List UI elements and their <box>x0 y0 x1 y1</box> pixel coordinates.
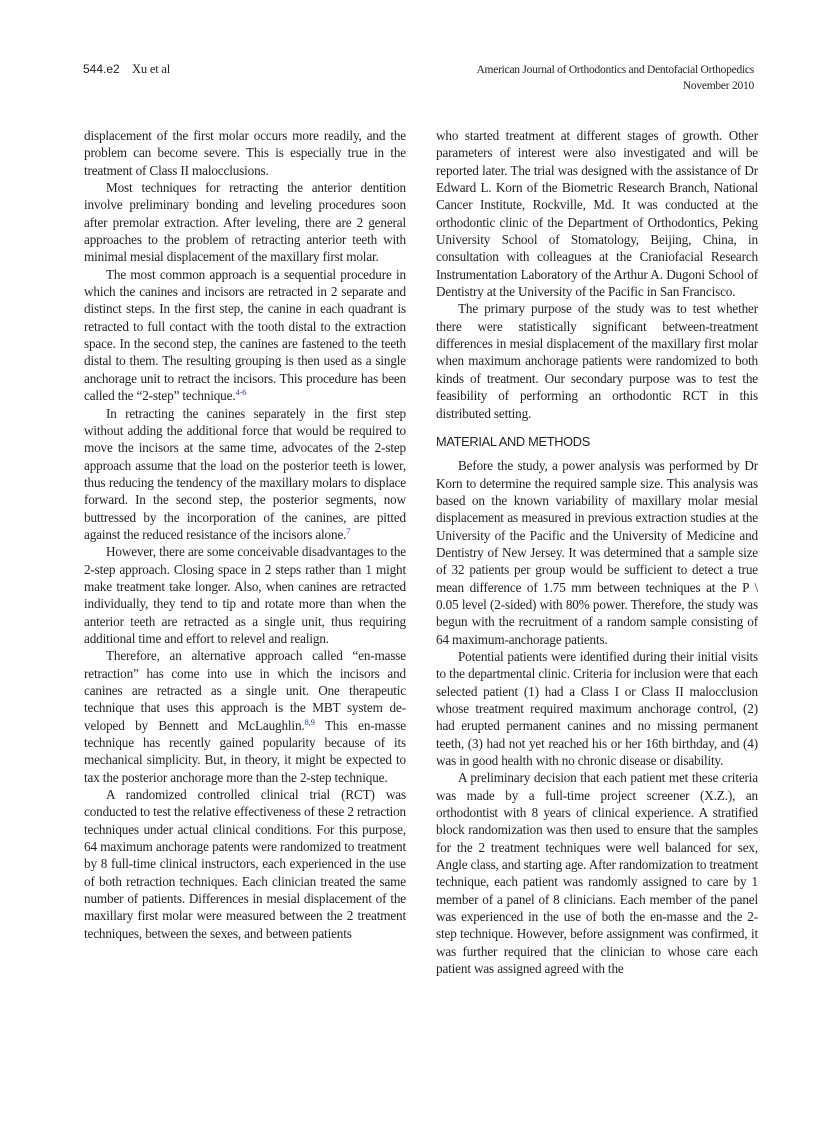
paragraph-text: who started treatment at different stages of growth. Other parameters of interest were also investigated and will be reported later. The trial was designed with the assistance of Dr Edward L. Korn of the Biometric Research Branch, National Cancer Institute, Rockville, Md. It was conducted at the orthodontic clinic of the Department of Orthodontics, Peking University School of Stomatology, Beijing, China, in consultation with colleagues at the Craniofacial Research Instrumentation Laboratory of the Arthur A. Dugoni School of Dentistry at the University of the Pacific in San Francisco. <box>436 128 758 300</box>
paragraph <box>84 786 406 942</box>
paragraph <box>84 127 406 179</box>
paragraph-text: A preliminary decision that each patient met these criteria was made by a full-time project screener (X.Z.), an orthodontist with 8 years of clinical experience. A stratified block randomization was then used to ensure that the samples for the 2 treatment techniques were well balanced for sex, Angle class, and starting age. After randomization to treatment technique, each patient was randomly assigned to care by 1 member of a panel of 8 clinicians. Each member of the panel was experienced in the use of both the en-masse and the 2-step technique. However, before assignment was confirmed, it was further required that the clinician to whose care each patient was assigned agreed with the <box>436 770 758 977</box>
right-column <box>436 127 758 978</box>
paragraph-text: A randomized controlled clinical trial (RCT) was conducted to test the relative effectiveness of these 2 retraction techniques under actual clinical conditions. For this purpose, 64 maximum anchorage patents were randomized to treatment by 8 full-time clinical instructors, each experienced in the use of both retraction techniques. Each clinician treated the same number of patients. Differences in mesial displacement of the maxillary first molar were measured between the 2 treatment techniques, between the sexes, and between patients <box>84 787 406 941</box>
running-authors: Xu et al <box>132 62 171 76</box>
running-header-right <box>476 62 754 94</box>
paragraph <box>84 266 406 405</box>
section-heading-material-and-methods: MATERIAL AND METHODS <box>436 433 590 449</box>
citation-link[interactable]: 4-6 <box>235 387 247 398</box>
paragraph-text: In retracting the canines separately in the first step without adding the additional force that would be required to move the incisors at the same time, advocates of the 2-step approach assume that the load on the posterior teeth is lower, thus reducing the tendency of the maxillary molars to displace forward. In the second step, the posterior segments, now buttressed by the incorporation of the canines, are pitted against the reduced resistance of the incisors alone. <box>84 405 406 542</box>
paragraph-text: Before the study, a power analysis was performed by Dr Korn to determine the required sample size. This analysis was based on the known variability of maxillary molar mesial displacement as measured in previous extraction studies at the University of the Pacific and the University of Medicine and Dentistry of New Jersey. It was determined that a sample size of 32 patients per group would be sufficient to detect a true mean difference of 1.75 mm between techniques at the P \ 0.05 level (2-sided) with 80% power. Therefore, the study was begun with the recruitment of a random sample consisting of 64 maximum-anchorage patients. <box>436 458 758 647</box>
paragraph-text: Therefore, an alternative approach called “en-masse retraction” has come into use in which the incisors and canines are retracted as a single unit. One therapeutic technique that uses this approach is the MBT system developed by Bennett and McLaughlin. <box>84 648 406 733</box>
paragraph <box>84 647 406 786</box>
paragraph-text: The primary purpose of the study was to test whether there were statistically significant between-treatment differences in mesial displacement of the maxillary first molar when maximum anchorage patients were randomized to both kinds of treatment. Our secondary purpose was to test the feasibility of performing an orthodontic RCT in this distributed setting. <box>436 301 758 421</box>
paragraph-text: Most techniques for retracting the anterior dentition involve preliminary bonding and leveling procedures soon after premolar extraction. After leveling, there are 2 general approaches to the problem of retracting anterior teeth with minimal mesial displacement of the maxillary first molar. <box>84 180 406 265</box>
paragraph-text: displacement of the first molar occurs more readily, and the problem can become severe. This is especially true in the treatment of Class II malocclusions. <box>84 128 406 178</box>
paragraph-text: This en-masse technique has recently gained popularity because of its mechanical simplicity. But, in theory, it might be expected to tax the posterior anchorage more than the 2-step technique. <box>84 717 406 785</box>
paragraph <box>436 457 758 648</box>
paragraph <box>84 405 406 544</box>
page-number: 544.e2 <box>83 62 120 76</box>
paragraph-text: The most common approach is a sequential procedure in which the canines and incisors are retracted in 2 separate and distinct steps. In the first step, the canine in each quadrant is retracted to full contact with the tooth distal to the extraction space. In the second step, the canines are fastened to the teeth distal to them. The resulting grouping is then used as a single anchorage unit to retract the incisors. This procedure has been called the “2-step” technique. <box>84 266 406 404</box>
journal-title: American Journal of Orthodontics and Dentofacial Orthopedics <box>476 64 754 76</box>
paragraph <box>436 648 758 769</box>
paragraph <box>84 543 406 647</box>
paragraph <box>436 769 758 977</box>
left-column <box>84 127 406 942</box>
paragraph <box>84 179 406 266</box>
citation-link[interactable]: 7 <box>346 525 351 536</box>
citation-link[interactable]: 8,9 <box>304 716 315 727</box>
paragraph <box>436 300 758 421</box>
paragraph-text: Potential patients were identified during their initial visits to the departmental clinic. Criteria for inclusion were that each selected patient (1) had a Class I or Class II malocclusion whose treatment required maximum anchorage control, (2) had erupted permanent canines and no missing permanent teeth, (3) had not yet reached his or her 16th birthday, and (4) was in good health with no chronic disease or disability. <box>436 648 758 769</box>
running-header-left <box>83 62 170 77</box>
paragraph <box>436 127 758 300</box>
paragraph-text: However, there are some conceivable disadvantages to the 2-step approach. Closing space in 2 steps rather than 1 might make treatment take longer. Also, when canines are retracted individually, they tend to tip and rotate more than when the anterior teeth are retracted as a single unit, thus requiring additional time and effort to relevel and realign. <box>84 544 406 646</box>
issue-date: November 2010 <box>682 80 754 92</box>
